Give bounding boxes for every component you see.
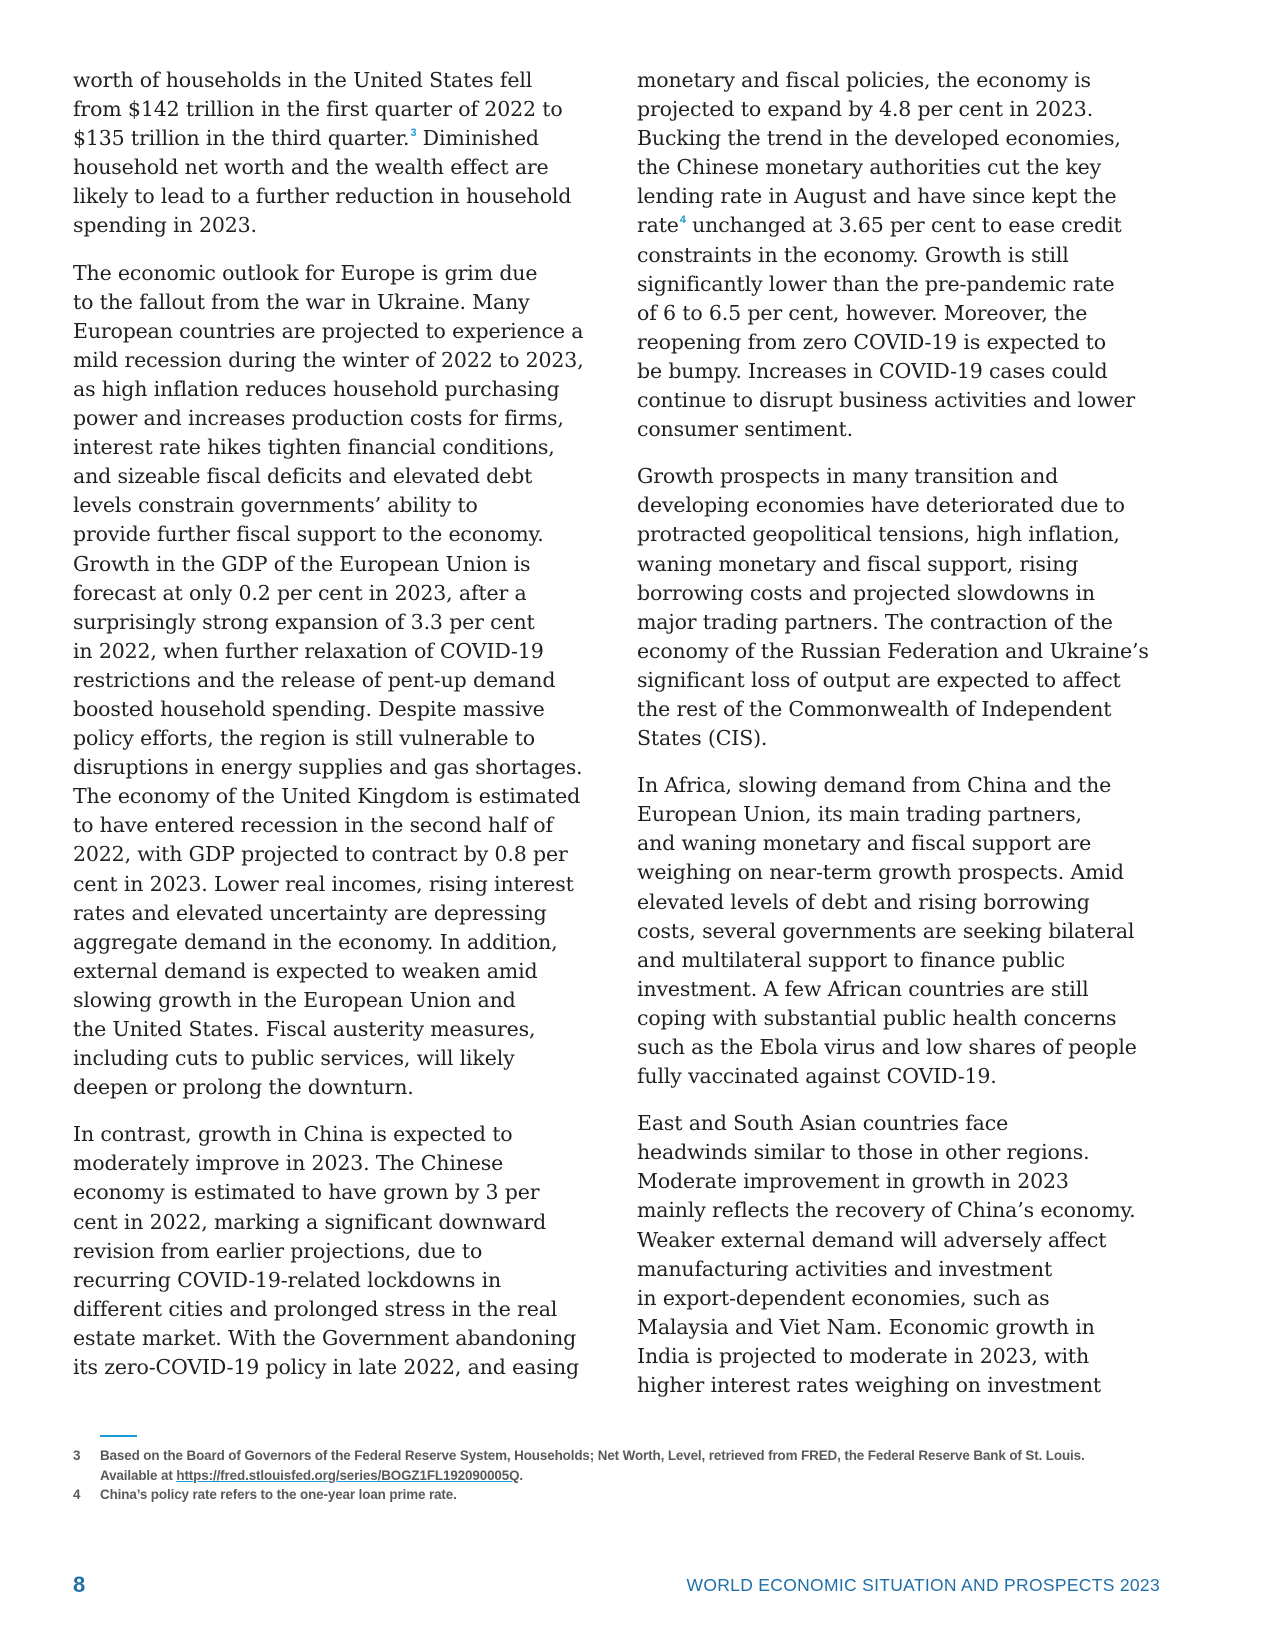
text-line: spending in 2023. <box>73 213 257 238</box>
text-line: interest rate hikes tighten financial conditions, <box>73 435 555 460</box>
text-line: protracted geopolitical tensions, high inflation, <box>637 522 1120 547</box>
text-line: consumer sentiment. <box>637 417 853 442</box>
text-line: the United States. Fiscal austerity measures, <box>73 1017 536 1041</box>
text-fragment: $135 trillion in the third quarter. <box>73 126 410 151</box>
footnote-ref-4[interactable]: 4 <box>679 214 686 227</box>
text-line: Malaysia and Viet Nam. Economic growth in <box>637 1314 1095 1339</box>
text-line: such as the Ebola virus and low shares of people <box>637 1035 1137 1059</box>
text-line: European countries are projected to experience a <box>73 318 584 343</box>
text-line: Growth prospects in many transition and <box>637 464 1059 489</box>
running-title: WORLD ECONOMIC SITUATION AND PROSPECTS 2023 <box>686 1575 1160 1595</box>
text-line: reopening from zero COVID-19 is expected to <box>637 329 1106 354</box>
text-fragment: Diminished <box>416 126 539 151</box>
footnote-suffix: . <box>519 1467 524 1483</box>
text-line: deepen or prolong the downturn. <box>73 1075 414 1100</box>
text-line: The economy of the United Kingdom is estimated <box>73 784 581 809</box>
text-line: likely to lead to a further reduction in household <box>73 184 572 209</box>
text-line: from $142 trillion in the first quarter of 2022 to <box>73 97 563 122</box>
text-line <box>73 124 613 153</box>
text-line: external demand is expected to weaken amid <box>73 958 538 983</box>
text-line: restrictions and the release of pent-up demand <box>73 667 556 692</box>
text-line: continue to disrupt business activities and lower <box>637 388 1136 413</box>
paragraph-east-south-asia <box>637 1109 1177 1400</box>
text-line: economy of the Russian Federation and Ukraine’s <box>637 638 1149 663</box>
text-line: and multilateral support to finance public <box>637 947 1065 972</box>
text-line: in 2022, when further relaxation of COVID-19 <box>73 638 544 663</box>
text-line: cent in 2023. Lower real incomes, rising interest <box>73 871 574 896</box>
text-line: to the fallout from the war in Ukraine. Many <box>73 289 530 314</box>
text-line: costs, several governments are seeking bilateral <box>637 918 1135 943</box>
paragraph-europe-outlook <box>73 259 613 1103</box>
text-line: worth of households in the United States fell <box>73 68 533 92</box>
footnote-separator <box>100 1435 137 1437</box>
text-line: coping with substantial public health concerns <box>637 1005 1117 1030</box>
right-column <box>637 66 1177 1418</box>
left-column <box>73 66 613 1400</box>
text-line: developing economies have deteriorated due to <box>637 493 1125 518</box>
text-line: In Africa, slowing demand from China and the <box>637 773 1112 798</box>
page-number: 8 <box>73 1572 86 1597</box>
paragraph-china-growth <box>73 1120 613 1382</box>
paragraph-transition-economies <box>637 462 1177 753</box>
footnote-text <box>100 1446 1153 1485</box>
text-line: levels constrain governments’ ability to <box>73 493 478 518</box>
text-line: to have entered recession in the second half of <box>73 813 553 838</box>
paragraph-china-policy <box>637 66 1177 444</box>
text-line: cent in 2022, marking a significant downward <box>73 1209 547 1234</box>
text-line: fully vaccinated against COVID-19. <box>637 1064 997 1089</box>
footnote-text: China’s policy rate refers to the one-year loan prime rate. <box>100 1487 457 1502</box>
text-line: be bumpy. Increases in COVID-19 cases could <box>637 358 1108 383</box>
text-line: manufacturing activities and investment <box>637 1256 1053 1281</box>
text-line: power and increases production costs for firms, <box>73 406 564 431</box>
text-line: India is projected to moderate in 2023, with <box>637 1343 1090 1368</box>
text-line: States (CIS). <box>637 726 768 751</box>
paragraph-us-household-wealth <box>73 66 613 241</box>
footnote-number: 3 <box>73 1448 81 1463</box>
text-line <box>637 211 1177 240</box>
footnotes <box>73 1446 1153 1505</box>
text-line: European Union, its main trading partners, <box>637 802 1082 827</box>
text-line: waning monetary and fiscal support, rising <box>637 551 1079 576</box>
text-line: of 6 to 6.5 per cent, however. Moreover, the <box>637 300 1088 325</box>
text-line: monetary and fiscal policies, the economy is <box>637 68 1091 92</box>
text-line: boosted household spending. Despite massive <box>73 696 545 721</box>
text-line: and sizeable fiscal deficits and elevated debt <box>73 464 533 489</box>
footnote-number: 4 <box>73 1487 81 1502</box>
text-line: mainly reflects the recovery of China’s economy. <box>637 1198 1136 1223</box>
text-line: East and South Asian countries face <box>637 1111 1009 1136</box>
text-line: estate market. With the Government abandoning <box>73 1325 577 1350</box>
text-line: significantly lower than the pre-pandemic rate <box>637 271 1115 296</box>
text-line: Moderate improvement in growth in 2023 <box>637 1169 1069 1194</box>
text-line: mild recession during the winter of 2022 to 2023, <box>73 347 584 372</box>
text-line: higher interest rates weighing on investment <box>637 1373 1101 1398</box>
text-line: rates and elevated uncertainty are depressing <box>73 900 547 925</box>
text-line: recurring COVID-19-related lockdowns in <box>73 1267 502 1292</box>
text-line: provide further fiscal support to the economy. <box>73 522 544 547</box>
text-line: Growth in the GDP of the European Union is <box>73 551 531 576</box>
paragraph-africa <box>637 771 1177 1091</box>
text-line: the rest of the Commonwealth of Independent <box>637 696 1112 721</box>
text-line: investment. A few African countries are still <box>637 976 1089 1001</box>
text-line: borrowing costs and projected slowdowns in <box>637 580 1095 605</box>
text-line: surprisingly strong expansion of 3.3 per cent <box>73 609 535 634</box>
text-line: significant loss of output are expected to affect <box>637 667 1121 692</box>
text-line: constraints in the economy. Growth is still <box>637 242 1069 267</box>
footnote-3 <box>73 1446 1153 1485</box>
text-line: in export-dependent economies, such as <box>637 1285 1050 1310</box>
text-line: The economic outlook for Europe is grim due <box>73 260 538 285</box>
text-line: economy is estimated to have grown by 3 per <box>73 1180 540 1205</box>
text-line: household net worth and the wealth effect are <box>73 155 549 180</box>
text-line: Weaker external demand will adversely affect <box>637 1227 1107 1252</box>
text-line: forecast at only 0.2 per cent in 2023, after a <box>73 580 527 605</box>
text-line: major trading partners. The contraction of the <box>637 609 1113 634</box>
text-line: Bucking the trend in the developed economies, <box>637 126 1121 151</box>
text-line: aggregate demand in the economy. In addition, <box>73 929 558 954</box>
fred-link[interactable]: https://fred.stlouisfed.org/series/BOGZ1FL192090005Q <box>176 1467 520 1483</box>
text-line: its zero-COVID-19 policy in late 2022, and easing <box>73 1355 579 1380</box>
text-line: elevated levels of debt and rising borrowing <box>637 889 1090 914</box>
text-line: In contrast, growth in China is expected to <box>73 1122 513 1147</box>
text-line: including cuts to public services, will likely <box>73 1046 515 1071</box>
text-line: as high inflation reduces household purchasing <box>73 376 560 401</box>
text-line: and waning monetary and fiscal support are <box>637 831 1092 856</box>
text-line: lending rate in August and have since kept the <box>637 184 1117 209</box>
text-line: slowing growth in the European Union and <box>73 987 516 1012</box>
text-line: weighing on near-term growth prospects. Amid <box>637 860 1124 885</box>
footnote-line <box>100 1466 1153 1486</box>
text-line: moderately improve in 2023. The Chinese <box>73 1151 504 1176</box>
text-line: different cities and prolonged stress in the real <box>73 1296 558 1321</box>
text-line: headwinds similar to those in other regions. <box>637 1140 1090 1165</box>
text-fragment: unchanged at 3.65 per cent to ease credit <box>685 213 1122 238</box>
text-line: disruptions in energy supplies and gas shortages. <box>73 755 583 780</box>
text-line: revision from earlier projections, due to <box>73 1238 483 1263</box>
text-line: policy efforts, the region is still vulnerable to <box>73 726 535 751</box>
footnote-ref-3[interactable]: 3 <box>410 127 417 140</box>
text-line: the Chinese monetary authorities cut the key <box>637 155 1102 180</box>
footnote-line: Based on the Board of Governors of the Federal Reserve System, Households; Net Worth, Level, retrieved from FRED, the Federal Reserve Bank of St. Louis. <box>100 1448 1085 1463</box>
text-fragment: rate <box>637 213 679 238</box>
text-line: projected to expand by 4.8 per cent in 2023. <box>637 97 1094 122</box>
text-line: 2022, with GDP projected to contract by 0.8 per <box>73 842 568 867</box>
footnote-4 <box>73 1485 1153 1505</box>
footnote-prefix: Available at <box>100 1467 177 1483</box>
